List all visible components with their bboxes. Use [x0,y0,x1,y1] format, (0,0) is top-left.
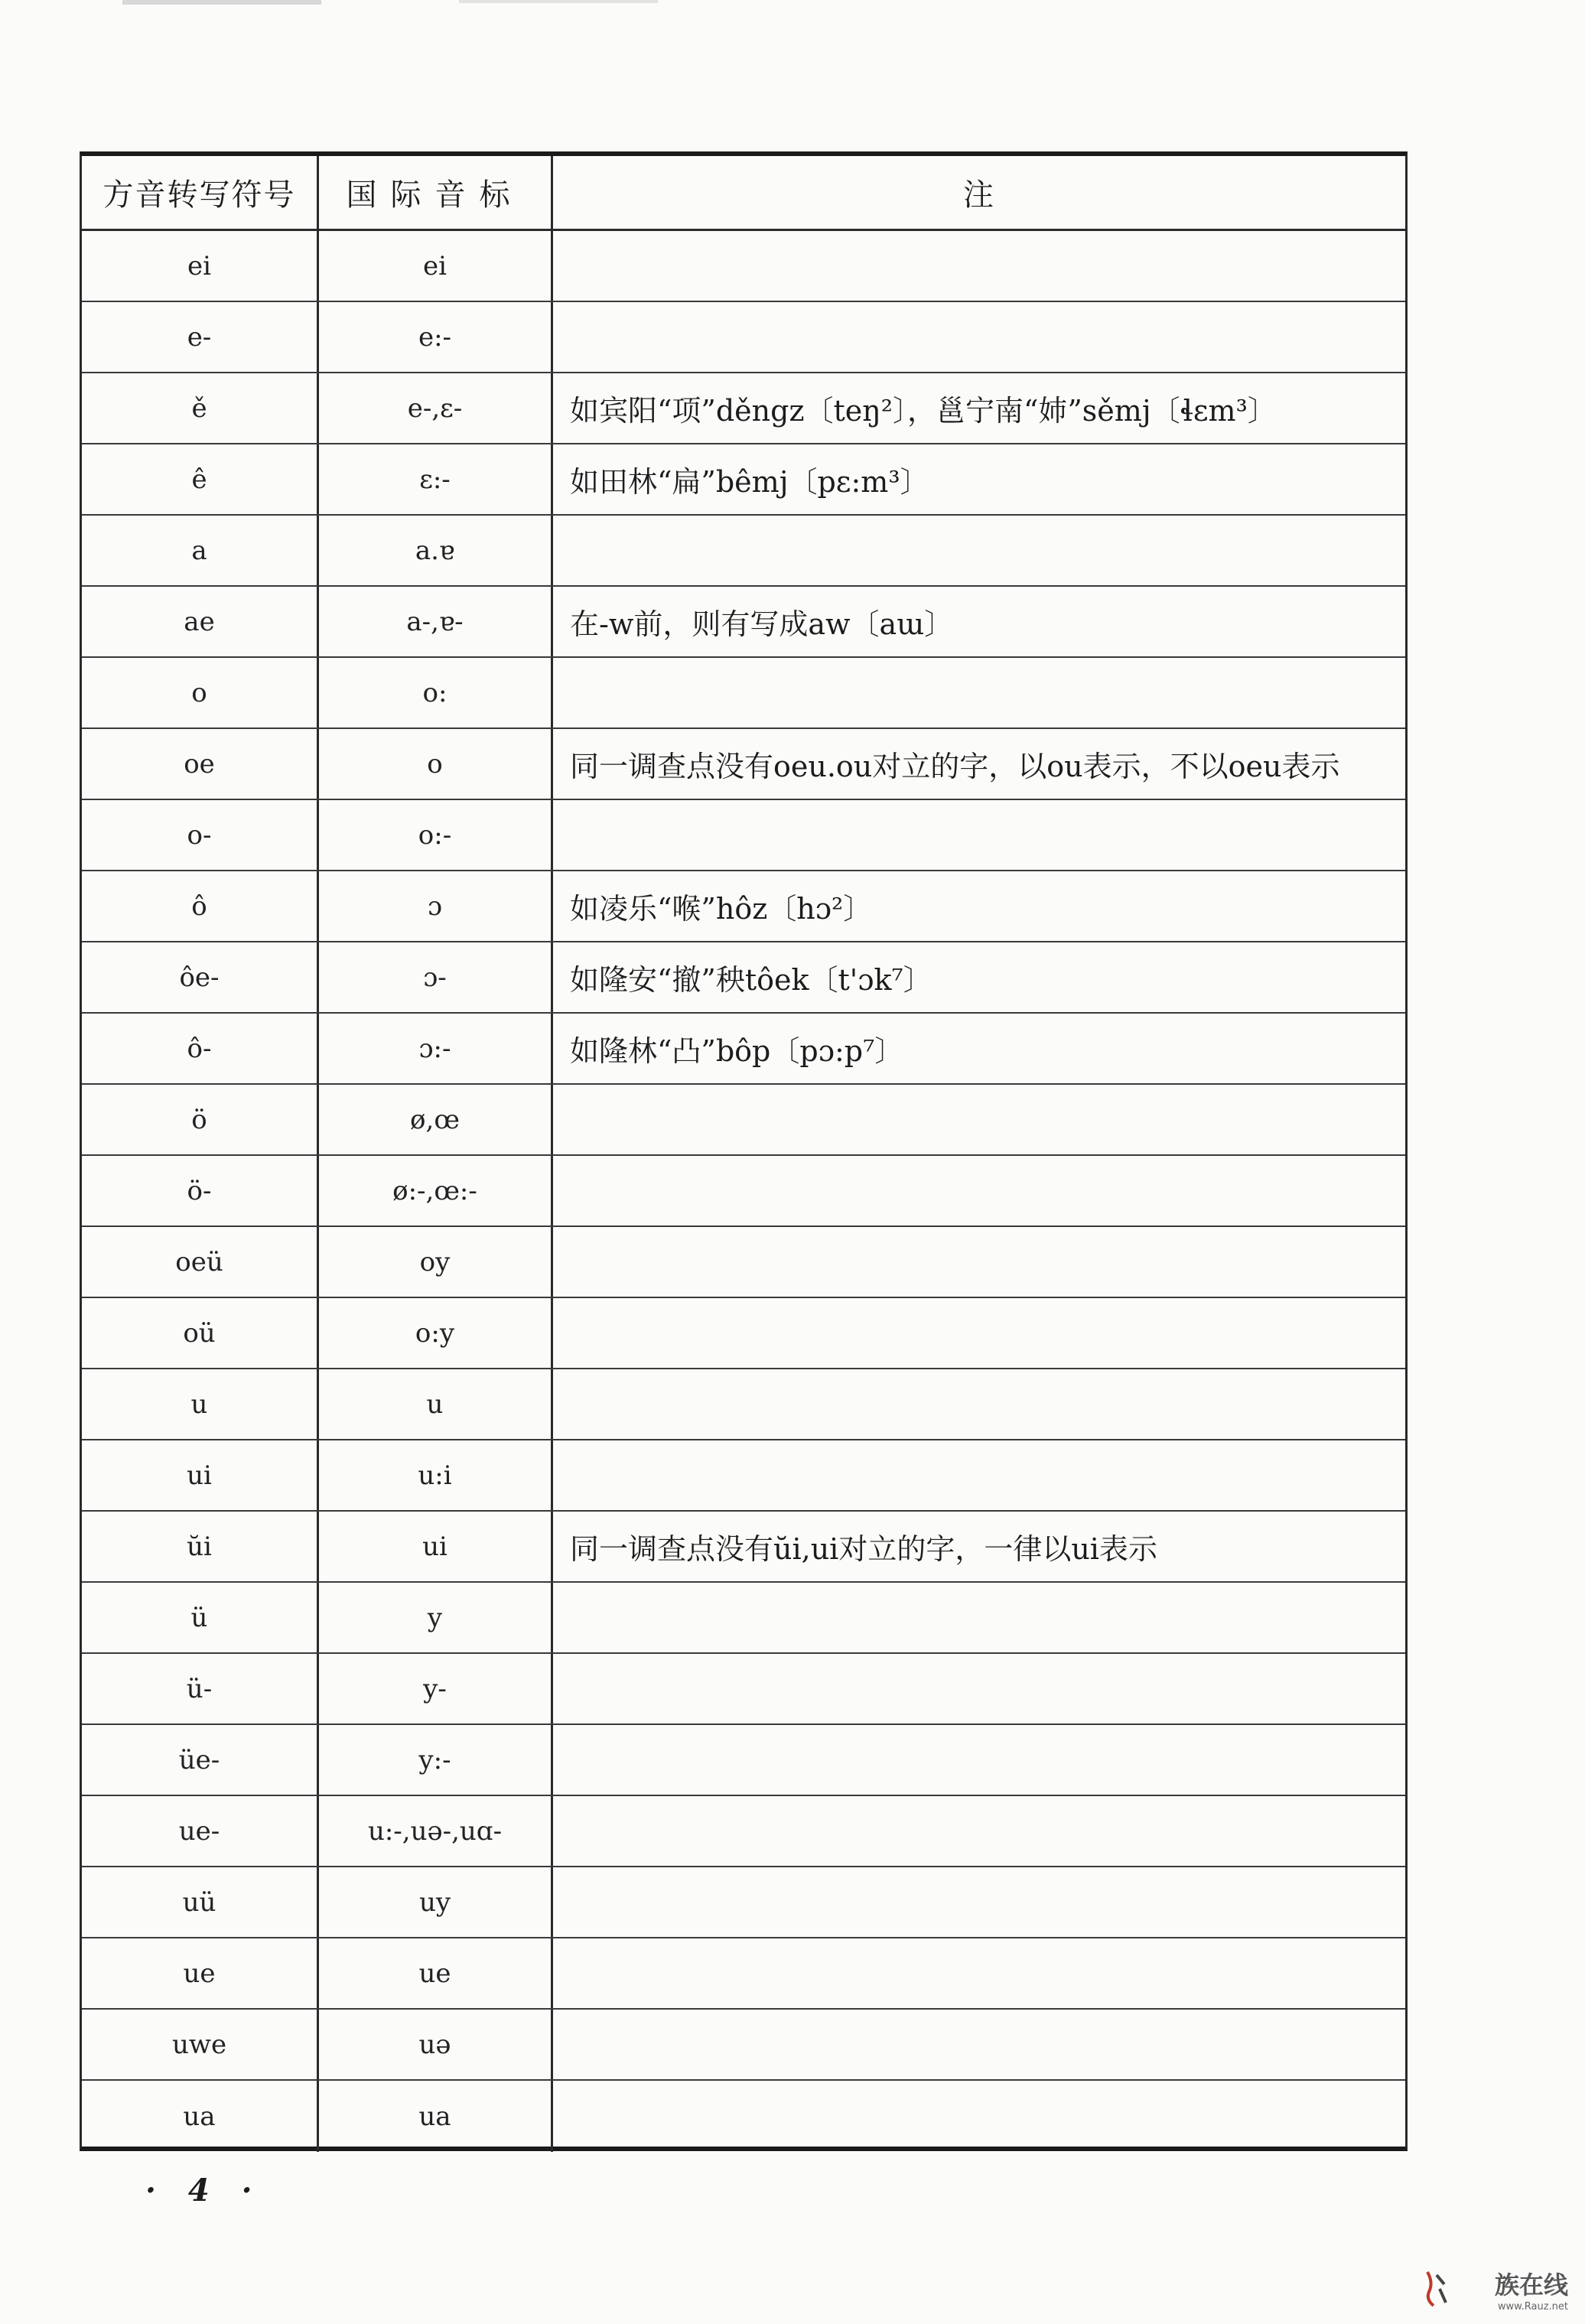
cell-note [553,658,1405,727]
cell-ipa: ø:-,œ:- [319,1156,553,1225]
cell-ipa: uy [319,1867,553,1937]
table-row [82,729,1405,800]
cell-note [553,1867,1405,1937]
cell-note [553,516,1405,585]
scan-smudge [459,0,658,3]
cell-note: 同一调查点没有oeu.ou对立的字，以ou表示，不以oeu表示 [570,750,1340,783]
cell-dialect-transcription: oü [82,1298,319,1368]
table-row [82,1227,1405,1298]
watermark [1423,2266,1568,2313]
cell-note [553,1369,1405,1439]
cell-dialect-transcription: a [82,516,319,585]
cell-note [553,1938,1405,2008]
table-row [82,942,1405,1014]
cell-note: 如隆林“凸”bôp〔pɔ:p⁷〕 [570,1034,904,1068]
cell-ipa: u:-,uə-,uɑ- [319,1796,553,1866]
cell-ipa: ɛ:- [319,444,553,514]
table-row [82,2081,1405,2152]
cell-dialect-transcription: ü [82,1583,319,1652]
table-row [82,373,1405,444]
table-row [82,1085,1405,1156]
scan-smudge [122,0,321,5]
cell-ipa: y- [319,1654,553,1723]
table-row [82,1156,1405,1227]
table-row [82,231,1405,302]
cell-ipa: u [319,1369,553,1439]
cell-dialect-transcription: ui [82,1440,319,1510]
cell-dialect-transcription: ü- [82,1654,319,1723]
cell-note [553,1440,1405,1510]
cell-note [553,2010,1405,2079]
cell-note [553,302,1405,372]
cell-ipa: uə [319,2010,553,2079]
cell-note [553,1156,1405,1225]
cell-note [553,1227,1405,1297]
table-row [82,302,1405,373]
table-row [82,871,1405,942]
cell-dialect-transcription: ö- [82,1156,319,1225]
table-header [82,156,1405,231]
cell-ipa: o [319,729,553,799]
cell-dialect-transcription: ôe- [82,942,319,1012]
cell-dialect-transcription: ue- [82,1796,319,1866]
header-dialect-transcription: 方音转写符号 [82,156,319,229]
cell-dialect-transcription: uü [82,1867,319,1937]
transcription-table [80,151,1408,2151]
cell-dialect-transcription: o- [82,800,319,870]
table-row [82,1369,1405,1440]
cell-note: 如凌乐“喉”hôz〔hɔ²〕 [570,892,873,926]
cell-ipa: ɔ:- [319,1014,553,1083]
cell-ipa: ø,œ [319,1085,553,1154]
table-row [82,1725,1405,1796]
cell-note [553,1583,1405,1652]
cell-dialect-transcription: ei [82,231,319,301]
cell-dialect-transcription: ô [82,871,319,941]
page-number: · 4 · [145,2173,263,2208]
cell-ipa: y:- [319,1725,553,1795]
cell-ipa: a-,ɐ- [319,587,553,656]
cell-note [553,1654,1405,1723]
cell-note: 如田林“扁”bêmj〔pɛ:m³〕 [570,465,929,499]
table-row [82,1440,1405,1512]
header-note: 注 [963,177,995,213]
cell-note: 同一调查点没有ŭi,ui对立的字，一律以ui表示 [570,1532,1157,1566]
header-ipa: 国际音标 [319,156,553,229]
cell-note [553,1796,1405,1866]
table-body [82,231,1405,2152]
cell-note [553,2081,1405,2152]
cell-ipa: ua [319,2081,553,2152]
cell-dialect-transcription: ua [82,2081,319,2152]
table-row [82,1938,1405,2010]
cell-ipa: ui [319,1512,553,1581]
cell-dialect-transcription: ue [82,1938,319,2008]
cell-note: 在-w前，则有写成aw〔aɯ〕 [570,607,954,641]
cell-note: 如隆安“撤”秧tôek〔t'ɔk⁷〕 [570,963,932,997]
table-row [82,1014,1405,1085]
cell-dialect-transcription: ae [82,587,319,656]
cell-ipa: u:i [319,1440,553,1510]
watermark-url: www.Rauz.net [1497,2301,1568,2313]
cell-note: 如宾阳“项”děngz〔teŋ²〕，邕宁南“姉”sěmj〔ɬɛm³〕 [570,394,1277,428]
cell-dialect-transcription: u [82,1369,319,1439]
cell-dialect-transcription: ö [82,1085,319,1154]
cell-dialect-transcription: ê [82,444,319,514]
cell-ipa: o:y [319,1298,553,1368]
cell-dialect-transcription: ŭi [82,1512,319,1581]
watermark-logo-icon [1423,2269,1449,2309]
table-row [82,2010,1405,2081]
table-row [82,1512,1405,1583]
cell-ipa: a.ɐ [319,516,553,585]
cell-dialect-transcription: o [82,658,319,727]
cell-ipa: oy [319,1227,553,1297]
cell-dialect-transcription: ě [82,373,319,443]
table-row [82,1796,1405,1867]
table-row [82,1867,1405,1938]
cell-ipa: ei [319,231,553,301]
table-row [82,1583,1405,1654]
cell-ipa: ɔ- [319,942,553,1012]
table-row [82,516,1405,587]
cell-dialect-transcription: uwe [82,2010,319,2079]
cell-note [553,1085,1405,1154]
table-row [82,1298,1405,1369]
cell-ipa: e-,ɛ- [319,373,553,443]
cell-ipa: y [319,1583,553,1652]
cell-dialect-transcription: üe- [82,1725,319,1795]
cell-ipa: ɔ [319,871,553,941]
table-row [82,1654,1405,1725]
table-row [82,587,1405,658]
cell-ipa: ue [319,1938,553,2008]
cell-ipa: o:- [319,800,553,870]
cell-dialect-transcription: e- [82,302,319,372]
table-row [82,800,1405,871]
cell-dialect-transcription: ô- [82,1014,319,1083]
table-row [82,658,1405,729]
cell-ipa: o: [319,658,553,727]
cell-note [553,1725,1405,1795]
cell-note [553,1298,1405,1368]
watermark-text: 族在线 [1494,2270,1568,2300]
cell-dialect-transcription: oeü [82,1227,319,1297]
cell-note [553,231,1405,301]
cell-dialect-transcription: oe [82,729,319,799]
table-row [82,444,1405,516]
cell-ipa: e:- [319,302,553,372]
cell-note [553,800,1405,870]
